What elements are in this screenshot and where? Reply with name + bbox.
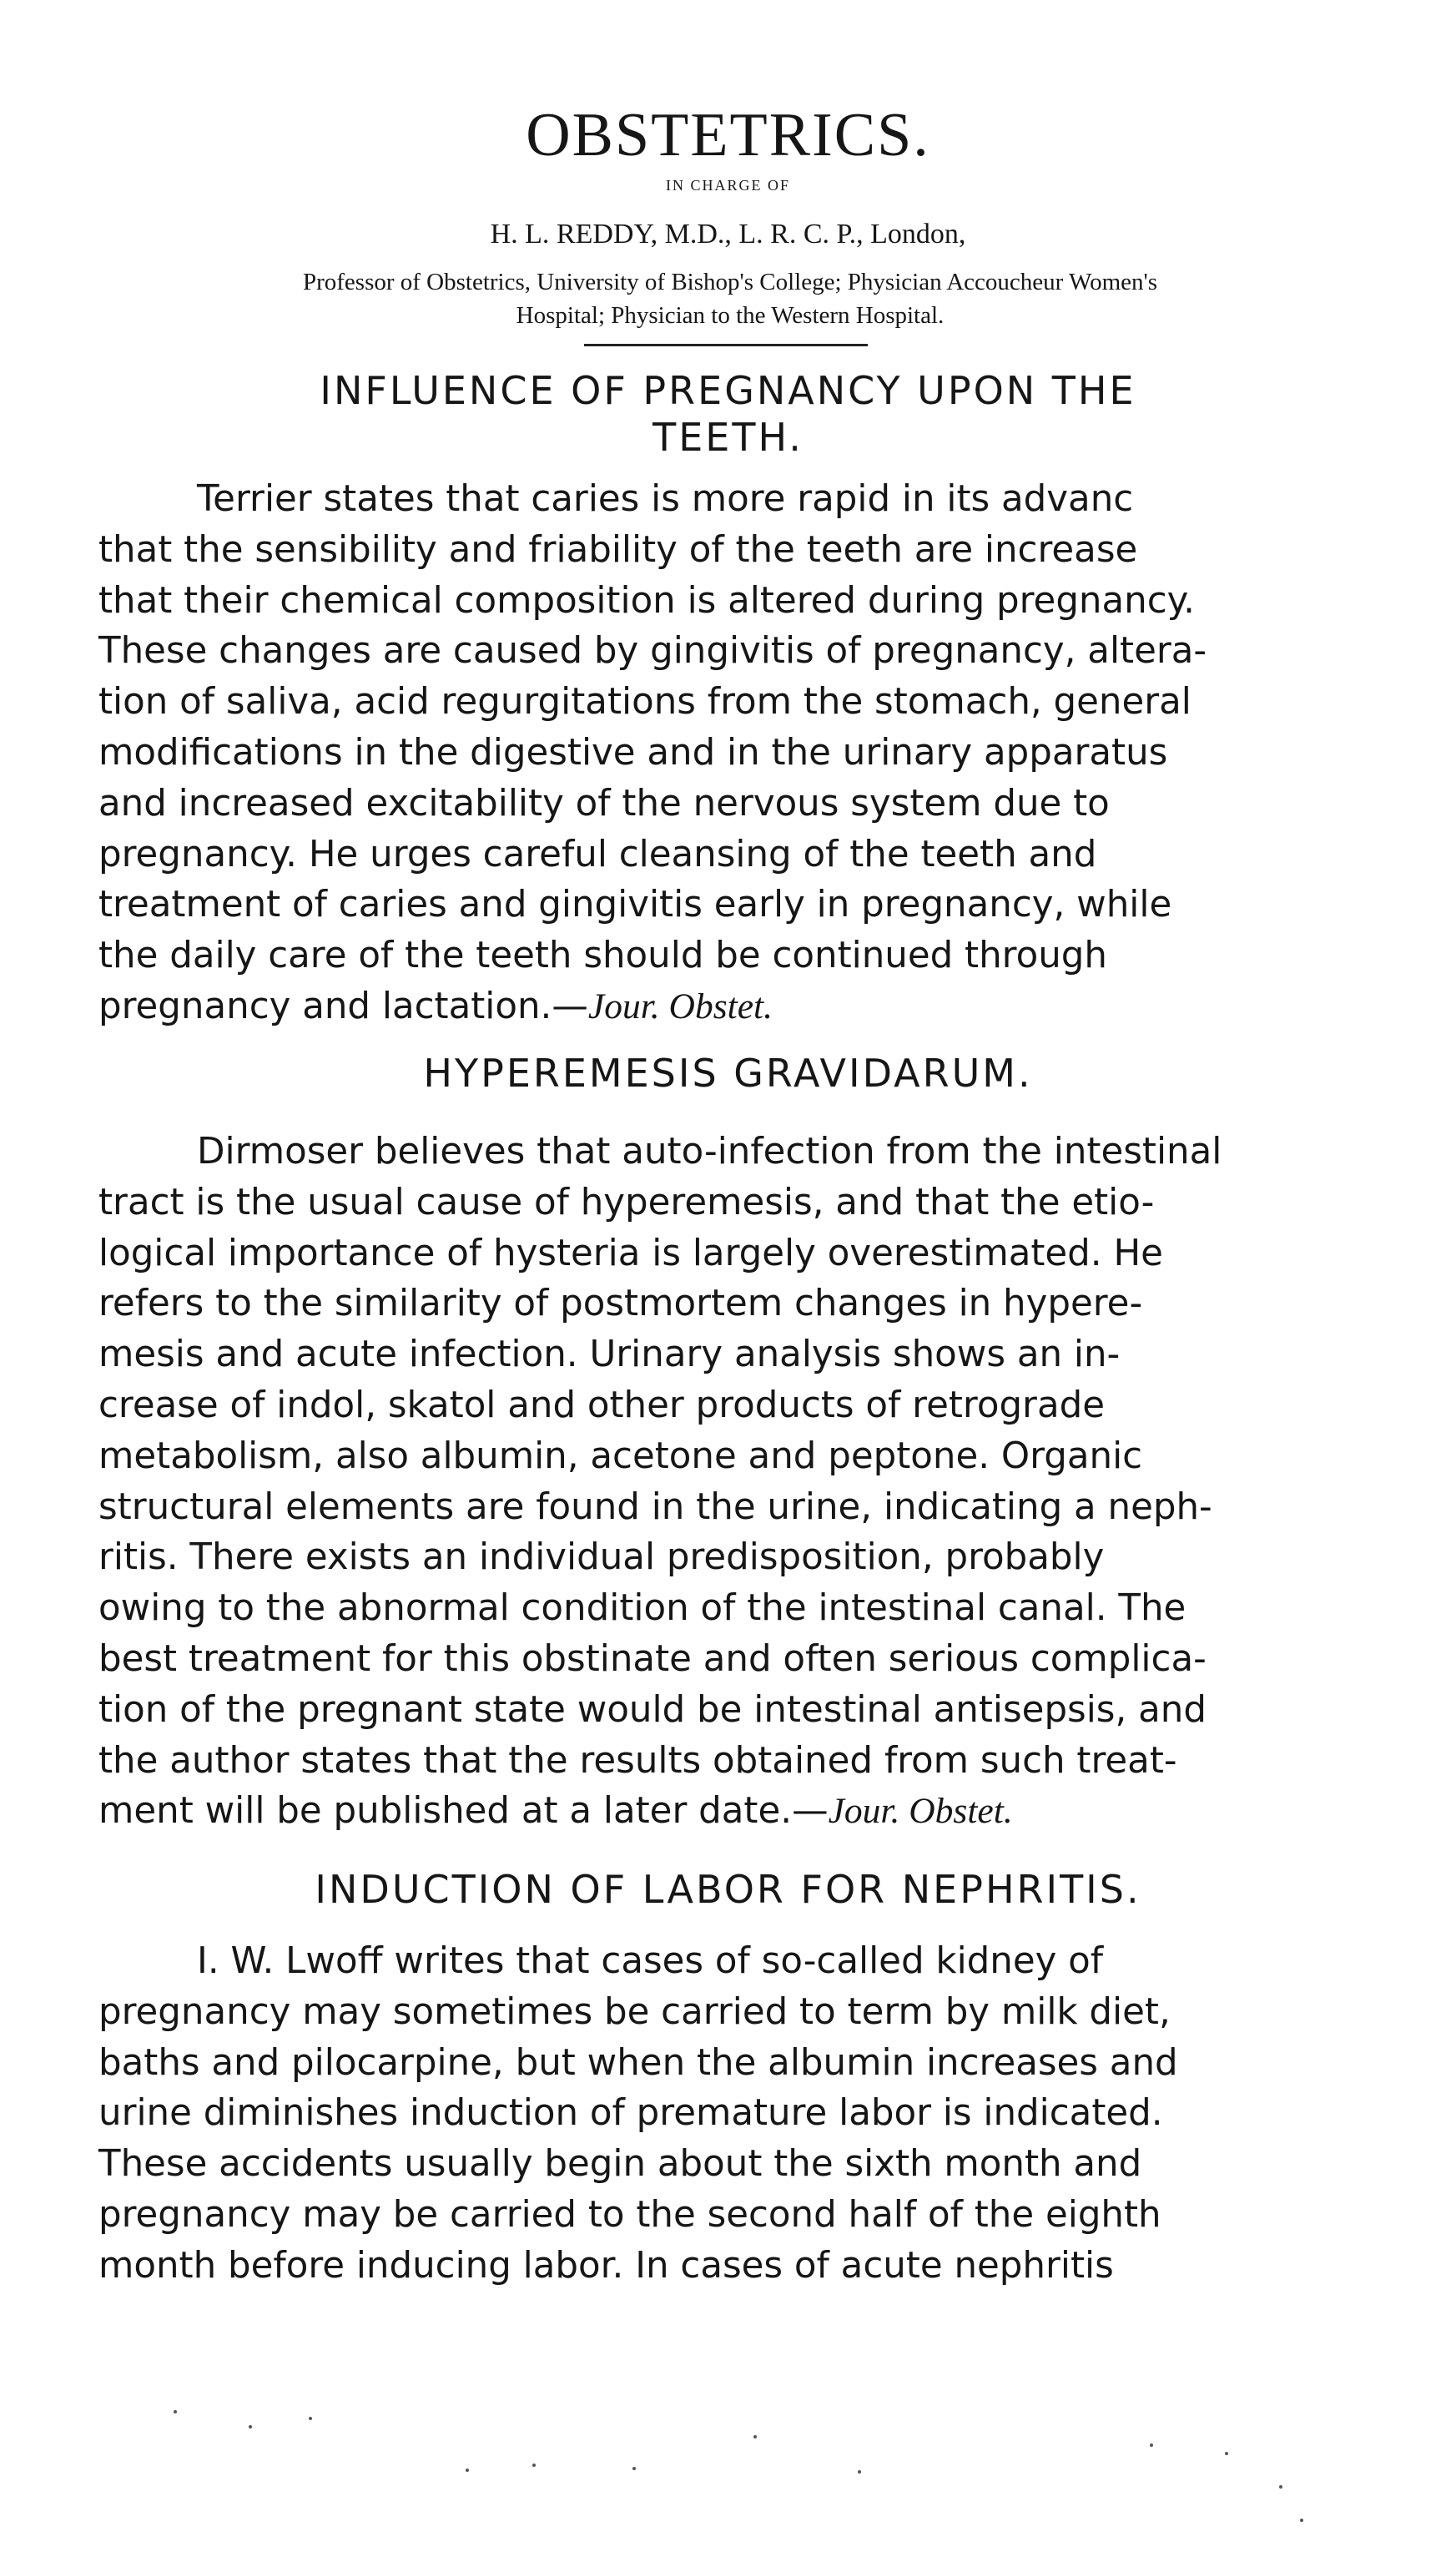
article-heading-teeth [125,367,1331,461]
section-title: OBSTETRICS. [526,101,930,169]
text-line: structural elements are found in the urine, indicating a neph- [98,1485,1212,1528]
text-line: month before inducing labor. In cases of acute nephritis [98,2244,1114,2287]
text-line: Dirmoser believes that auto-infection from the intestinal [197,1131,1222,1173]
credentials-line: Professor of Obstetrics, University of Bishop's College; Physician Accoucheur Women's [302,269,1158,295]
text-line: modifications in the digestive and in the urinary apparatus [98,731,1168,774]
text-line: pregnancy may be carried to the second half of the eighth [98,2193,1161,2236]
citation: Jour. Obstet. [828,1791,1013,1832]
text-line: owing to the abnormal condition of the intestinal canal. The [98,1587,1186,1630]
in-charge-label: IN CHARGE OF [665,177,790,194]
article-heading-hyperemesis: HYPEREMESIS GRAVIDARUM. [423,1051,1033,1096]
text-line: pregnancy may sometimes be carried to term by milk diet, [98,1990,1171,2033]
text-line: metabolism, also albumin, acetone and peptone. Organic [98,1435,1143,1477]
article-body-induction [98,1936,1367,2292]
text-line: and increased excitability of the nervous system due to [98,782,1110,825]
text-line: These accidents usually begin about the sixth month and [98,2143,1142,2186]
article-body-teeth [98,474,1367,1032]
text-line: the daily care of the teeth should be continued through [98,935,1107,977]
text-line-with-citation [98,981,1367,1032]
text-line: These changes are caused by gingivitis of pregnancy, altera- [98,630,1207,673]
text-line: treatment of caries and gingivitis early in pregnancy, while [98,884,1172,926]
text-line: the author states that the results obtained from such treat- [98,1739,1177,1782]
text-line: that the sensibility and friability of the teeth are increase [98,528,1138,571]
text-line: Terrier states that caries is more rapid in its advanc [197,478,1134,520]
text-line: tion of the pregnant state would be intestinal antisepsis, and [98,1688,1207,1731]
heading-line: INFLUENCE OF PREGNANCY UPON THE [320,368,1136,413]
article-body-hyperemesis [98,1127,1367,1837]
credentials-line: Hospital; Physician to the Western Hospital. [516,302,945,329]
text-line: logical importance of hysteria is largely overestimated. He [98,1232,1163,1274]
editor-credentials [146,265,1314,332]
text-line: pregnancy. He urges careful cleansing of the teeth and [98,833,1097,875]
text-line: crease of indol, skatol and other products of retrograde [98,1384,1105,1426]
heading-line: TEETH. [652,415,804,460]
text-line: mesis and acute infection. Urinary analysis shows an in- [98,1334,1121,1376]
text-line: tract is the usual cause of hyperemesis, and that the etio- [98,1181,1155,1223]
citation: Jour. Obstet. [587,986,773,1026]
editor-name: H. L. REDDY, M.D., L. R. C. P., London, [490,219,966,250]
text-fragment: ment will be published at a later date.— [98,1790,829,1833]
text-line: that their chemical composition is altered during pregnancy. [98,579,1196,622]
article-heading-induction: INDUCTION OF LABOR FOR NEPHRITIS. [315,1867,1141,1912]
header-divider [584,344,868,346]
text-line: ritis. There exists an individual predisposition, probably [98,1536,1105,1579]
text-line: urine diminishes induction of premature labor is indicated. [98,2092,1163,2135]
text-line: tion of saliva, acid regurgitations from the stomach, general [98,681,1192,724]
text-line: baths and pilocarpine, but when the albumin increases and [98,2041,1178,2084]
text-line: best treatment for this obstinate and often serious complica- [98,1637,1207,1680]
text-line-with-citation [98,1786,1367,1837]
scan-specks [0,2378,1456,2545]
text-line: refers to the similarity of postmortem changes in hypere- [98,1283,1143,1325]
text-fragment: pregnancy and lactation.— [98,985,588,1027]
text-line: I. W. Lwoff writes that cases of so-called kidney of [197,1940,1104,1982]
